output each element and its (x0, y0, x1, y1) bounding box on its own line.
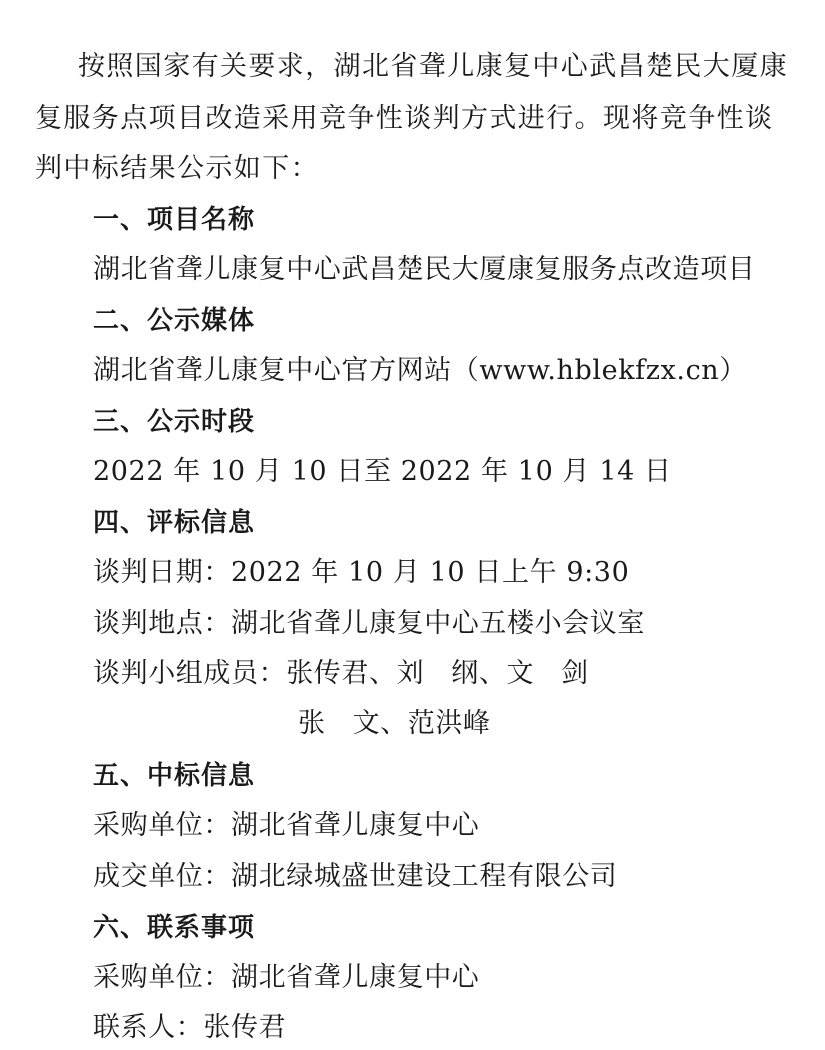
panel-member: 张传君 (286, 658, 370, 689)
panel-member: 文 (506, 658, 535, 689)
panel-member: 范洪峰 (407, 708, 491, 739)
negotiation-location: 谈判地点：湖北省聋儿康复中心五楼小会议室 (93, 608, 645, 639)
panel-member: 文 (352, 708, 381, 739)
contact-purchasing-unit: 采购单位：湖北省聋儿康复中心 (93, 962, 480, 993)
negotiation-date: 谈判日期：2022 年 10 月 10 日上午 9:30 (93, 557, 630, 588)
panel-member: 纲 (451, 658, 479, 689)
section-4-heading: 四、评标信息 (93, 508, 256, 538)
section-2-heading: 二、公示媒体 (93, 306, 256, 336)
separator: 、 (380, 708, 408, 739)
publicity-period: 2022 年 10 月 10 日至 2022 年 10 月 14 日 (93, 456, 672, 487)
panel-member: 剑 (561, 658, 589, 689)
intro-line-3: 判中标结果公示如下： (35, 153, 319, 184)
section-6-heading: 六、联系事项 (93, 913, 256, 943)
publicity-media: 湖北省聋儿康复中心官方网站（www.hblekfzx.cn） (93, 355, 747, 386)
panel-members-row-1 (93, 657, 589, 691)
section-5-heading: 五、中标信息 (93, 761, 256, 791)
panel-member: 刘 (396, 658, 425, 689)
panel-members-label: 谈判小组成员： (93, 658, 287, 689)
section-1-heading: 一、项目名称 (93, 205, 256, 235)
section-3-heading: 三、公示时段 (93, 407, 256, 437)
separator: 、 (369, 658, 397, 689)
separator: 、 (478, 658, 507, 689)
intro-line-2: 复服务点项目改造采用竞争性谈判方式进行。现将竞争性谈 (35, 103, 774, 134)
panel-member: 张 (298, 708, 326, 739)
winning-unit: 成交单位：湖北绿城盛世建设工程有限公司 (93, 861, 618, 892)
panel-members-row-2 (298, 707, 491, 741)
contact-person: 联系人：张传君 (93, 1012, 287, 1043)
project-name: 湖北省聋儿康复中心武昌楚民大厦康复服务点改造项目 (93, 254, 756, 285)
purchasing-unit: 采购单位：湖北省聋儿康复中心 (93, 810, 480, 841)
intro-line-1: 按照国家有关要求，湖北省聋儿康复中心武昌楚民大厦康 (78, 51, 788, 82)
